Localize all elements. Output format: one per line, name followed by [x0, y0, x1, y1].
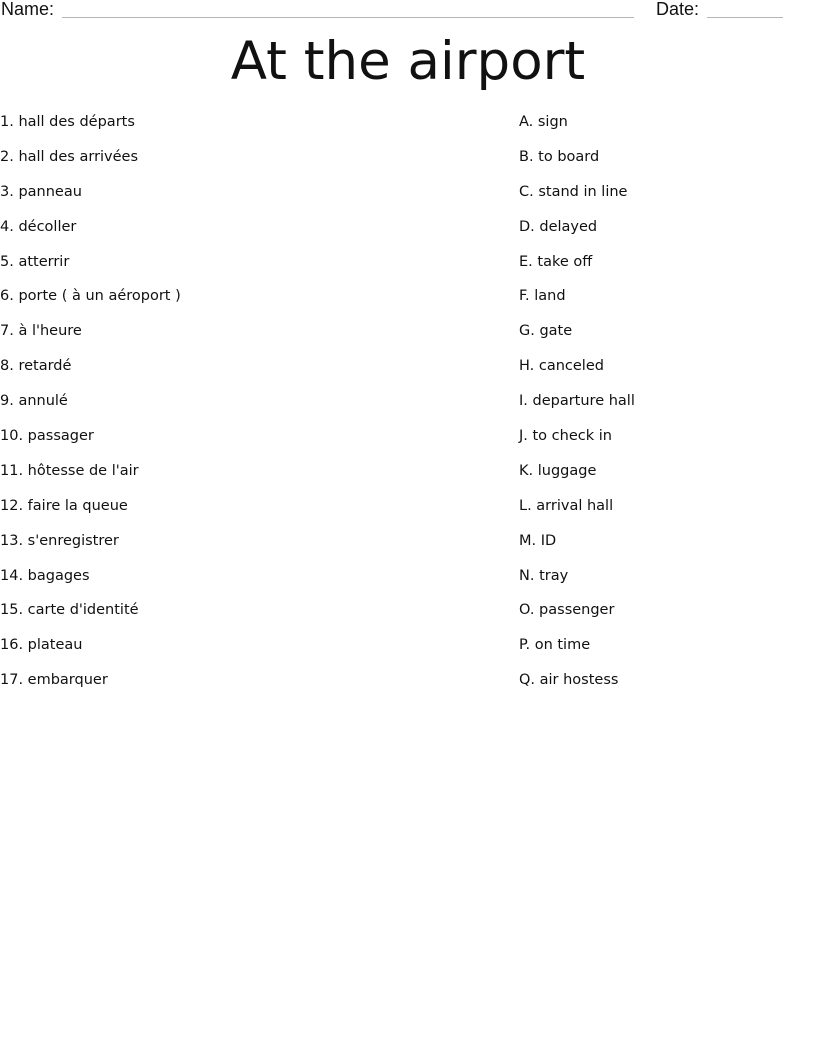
english-definition: P. on time: [519, 637, 591, 654]
english-definition: E. take off: [519, 253, 593, 270]
english-definition: Q. air hostess: [519, 672, 619, 689]
worksheet-header: [0, 0, 816, 24]
english-definition: A. sign: [519, 114, 568, 130]
french-term: 9. annulé: [0, 393, 68, 410]
english-definition: I. departure hall: [519, 393, 635, 410]
english-definitions-list: [519, 111, 809, 704]
french-term: 12. faire la queue: [0, 497, 128, 514]
french-term: 1. hall des départs: [0, 114, 135, 130]
date-write-line: [707, 17, 783, 18]
french-term: 17. embarquer: [0, 672, 108, 689]
french-term: 7. à l'heure: [0, 323, 82, 340]
english-definition: L. arrival hall: [519, 497, 614, 514]
french-term: 2. hall des arrivées: [0, 148, 139, 165]
english-definition: K. luggage: [519, 462, 597, 479]
english-definition: N. tray: [519, 567, 569, 584]
french-term: 8. retardé: [0, 358, 72, 375]
name-write-line: [62, 17, 634, 18]
english-definition: G. gate: [519, 323, 573, 340]
name-label: Name:: [1, 0, 55, 19]
french-term: 10. passager: [0, 428, 94, 445]
english-definition: O. passenger: [519, 602, 615, 619]
date-label: Date:: [656, 0, 700, 19]
english-definition: C. stand in line: [519, 183, 628, 200]
french-term: 4. décoller: [0, 218, 77, 235]
english-definition: H. canceled: [519, 358, 604, 375]
english-definition: J. to check in: [519, 428, 612, 445]
english-definition: M. ID: [519, 532, 557, 549]
french-term: 15. carte d'identité: [0, 602, 139, 619]
french-term: 3. panneau: [0, 183, 82, 200]
english-definition: B. to board: [519, 148, 600, 165]
french-term: 16. plateau: [0, 637, 83, 654]
french-term: 13. s'enregistrer: [0, 532, 119, 549]
french-term: 6. porte ( à un aéroport ): [0, 288, 181, 305]
french-term: 11. hôtesse de l'air: [0, 462, 139, 479]
french-term: 14. bagages: [0, 567, 90, 584]
french-terms-list: [0, 111, 480, 704]
english-definition: F. land: [519, 288, 566, 305]
worksheet-title: At the airport: [230, 31, 586, 92]
english-definition: D. delayed: [519, 218, 598, 235]
french-term: 5. atterrir: [0, 253, 70, 270]
